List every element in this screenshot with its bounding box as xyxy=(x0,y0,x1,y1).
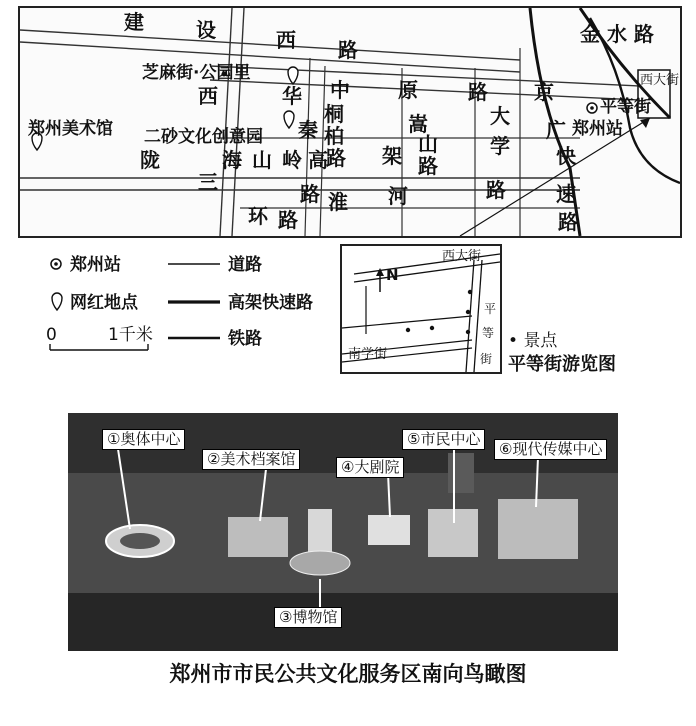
inset-scenic-label: 景点 xyxy=(523,331,558,351)
road-label-she: 设 xyxy=(196,18,216,42)
callout-museum: ③博物馆 xyxy=(274,607,342,628)
road-label-huan: 环 xyxy=(248,204,268,228)
inset-scenic-legend: • 景点 xyxy=(508,331,558,351)
place-zhimajie: 芝麻街·公园里 xyxy=(142,63,251,83)
road-label-lu7: 路 xyxy=(326,146,346,170)
road-label-jinshui: 金 水 路 xyxy=(580,22,654,46)
legend-road-label: 道路 xyxy=(228,255,262,275)
road-label-shan2: 山 xyxy=(418,132,438,156)
place-pingdengjie: 平等街 xyxy=(600,97,651,117)
inset-map xyxy=(340,244,502,374)
road-label-da: 大 xyxy=(490,104,510,128)
road-label-lu5: 路 xyxy=(486,178,506,202)
aerial-caption: 郑州市市民公共文化服务区南向鸟瞰图 xyxy=(169,662,527,686)
road-label-xue: 学 xyxy=(490,134,510,158)
inset-nanxuejie: 南学街 xyxy=(348,347,388,362)
legend-elevated-label: 高架快速路 xyxy=(228,293,313,313)
inset-north: N xyxy=(386,266,399,284)
road-label-lu2: 路 xyxy=(468,80,488,104)
aerial-photo xyxy=(68,413,618,651)
road-label-kuai: 快 xyxy=(556,144,576,168)
road-label-lu8: 路 xyxy=(418,154,438,178)
road-label-su: 速 xyxy=(556,182,576,206)
inset-jie: 街 xyxy=(480,352,493,366)
road-label-huai: 淮 xyxy=(328,190,348,214)
road-label-shan: 山 xyxy=(252,148,272,172)
road-label-zhong: 中 xyxy=(330,78,350,102)
road-label-hai: 海 xyxy=(222,148,242,172)
legend-station-label: 郑州站 xyxy=(70,255,121,275)
road-label-san: 三 xyxy=(198,170,218,194)
road-label-jing: 京 xyxy=(534,80,554,104)
callout-grand-theater: ④大剧院 xyxy=(336,457,404,478)
inset-xidajie: 西大街 xyxy=(442,249,482,264)
road-label-hua: 华 xyxy=(282,84,302,108)
callout-media-center: ⑥现代传媒中心 xyxy=(494,439,607,460)
road-label-guang: 广 xyxy=(546,118,566,142)
place-meishuguan: 郑州美术馆 xyxy=(28,119,113,139)
road-label-yuan: 原 xyxy=(398,78,418,102)
road-label-jia: 架 xyxy=(382,144,402,168)
road-label-xi: 西 xyxy=(276,28,296,52)
inset-deng: 等 xyxy=(482,326,495,340)
road-label-lu: 路 xyxy=(338,38,358,62)
road-label-tong: 桐 xyxy=(324,102,344,126)
legend-scale-zero: 0 xyxy=(46,325,57,345)
legend-scale-km: 1千米 xyxy=(108,325,153,345)
place-ersha: 二砂文化创意园 xyxy=(144,127,263,147)
legend-hotspot-label: 网红地点 xyxy=(70,293,138,313)
city-map xyxy=(18,6,682,238)
callout-olympic-center: ①奥体中心 xyxy=(102,429,185,450)
place-xidajie: 西大街 xyxy=(640,73,680,88)
road-label-ling: 岭 xyxy=(282,148,302,172)
road-label-bai: 柏 xyxy=(324,124,344,148)
road-label-gao: 高 xyxy=(308,148,328,172)
road-label-xi2: 西 xyxy=(198,84,218,108)
inset-ping: 平 xyxy=(484,302,497,316)
legend-railway-label: 铁路 xyxy=(228,329,262,349)
road-label-qin: 秦 xyxy=(298,118,318,142)
callout-art-archive: ②美术档案馆 xyxy=(202,449,300,470)
road-label-lu3: 路 xyxy=(558,210,578,234)
road-label-he: 河 xyxy=(388,184,408,208)
place-zhengzhou-station: 郑州站 xyxy=(572,119,623,139)
road-label-lu4: 路 xyxy=(300,182,320,206)
road-label-long: 陇 xyxy=(140,148,160,172)
inset-title: 平等街游览图 xyxy=(508,354,616,375)
road-label-song: 嵩 xyxy=(408,112,428,136)
callout-civic-center: ⑤市民中心 xyxy=(402,429,485,450)
road-label-lu6: 路 xyxy=(278,208,298,232)
road-label-jian: 建 xyxy=(124,10,144,34)
